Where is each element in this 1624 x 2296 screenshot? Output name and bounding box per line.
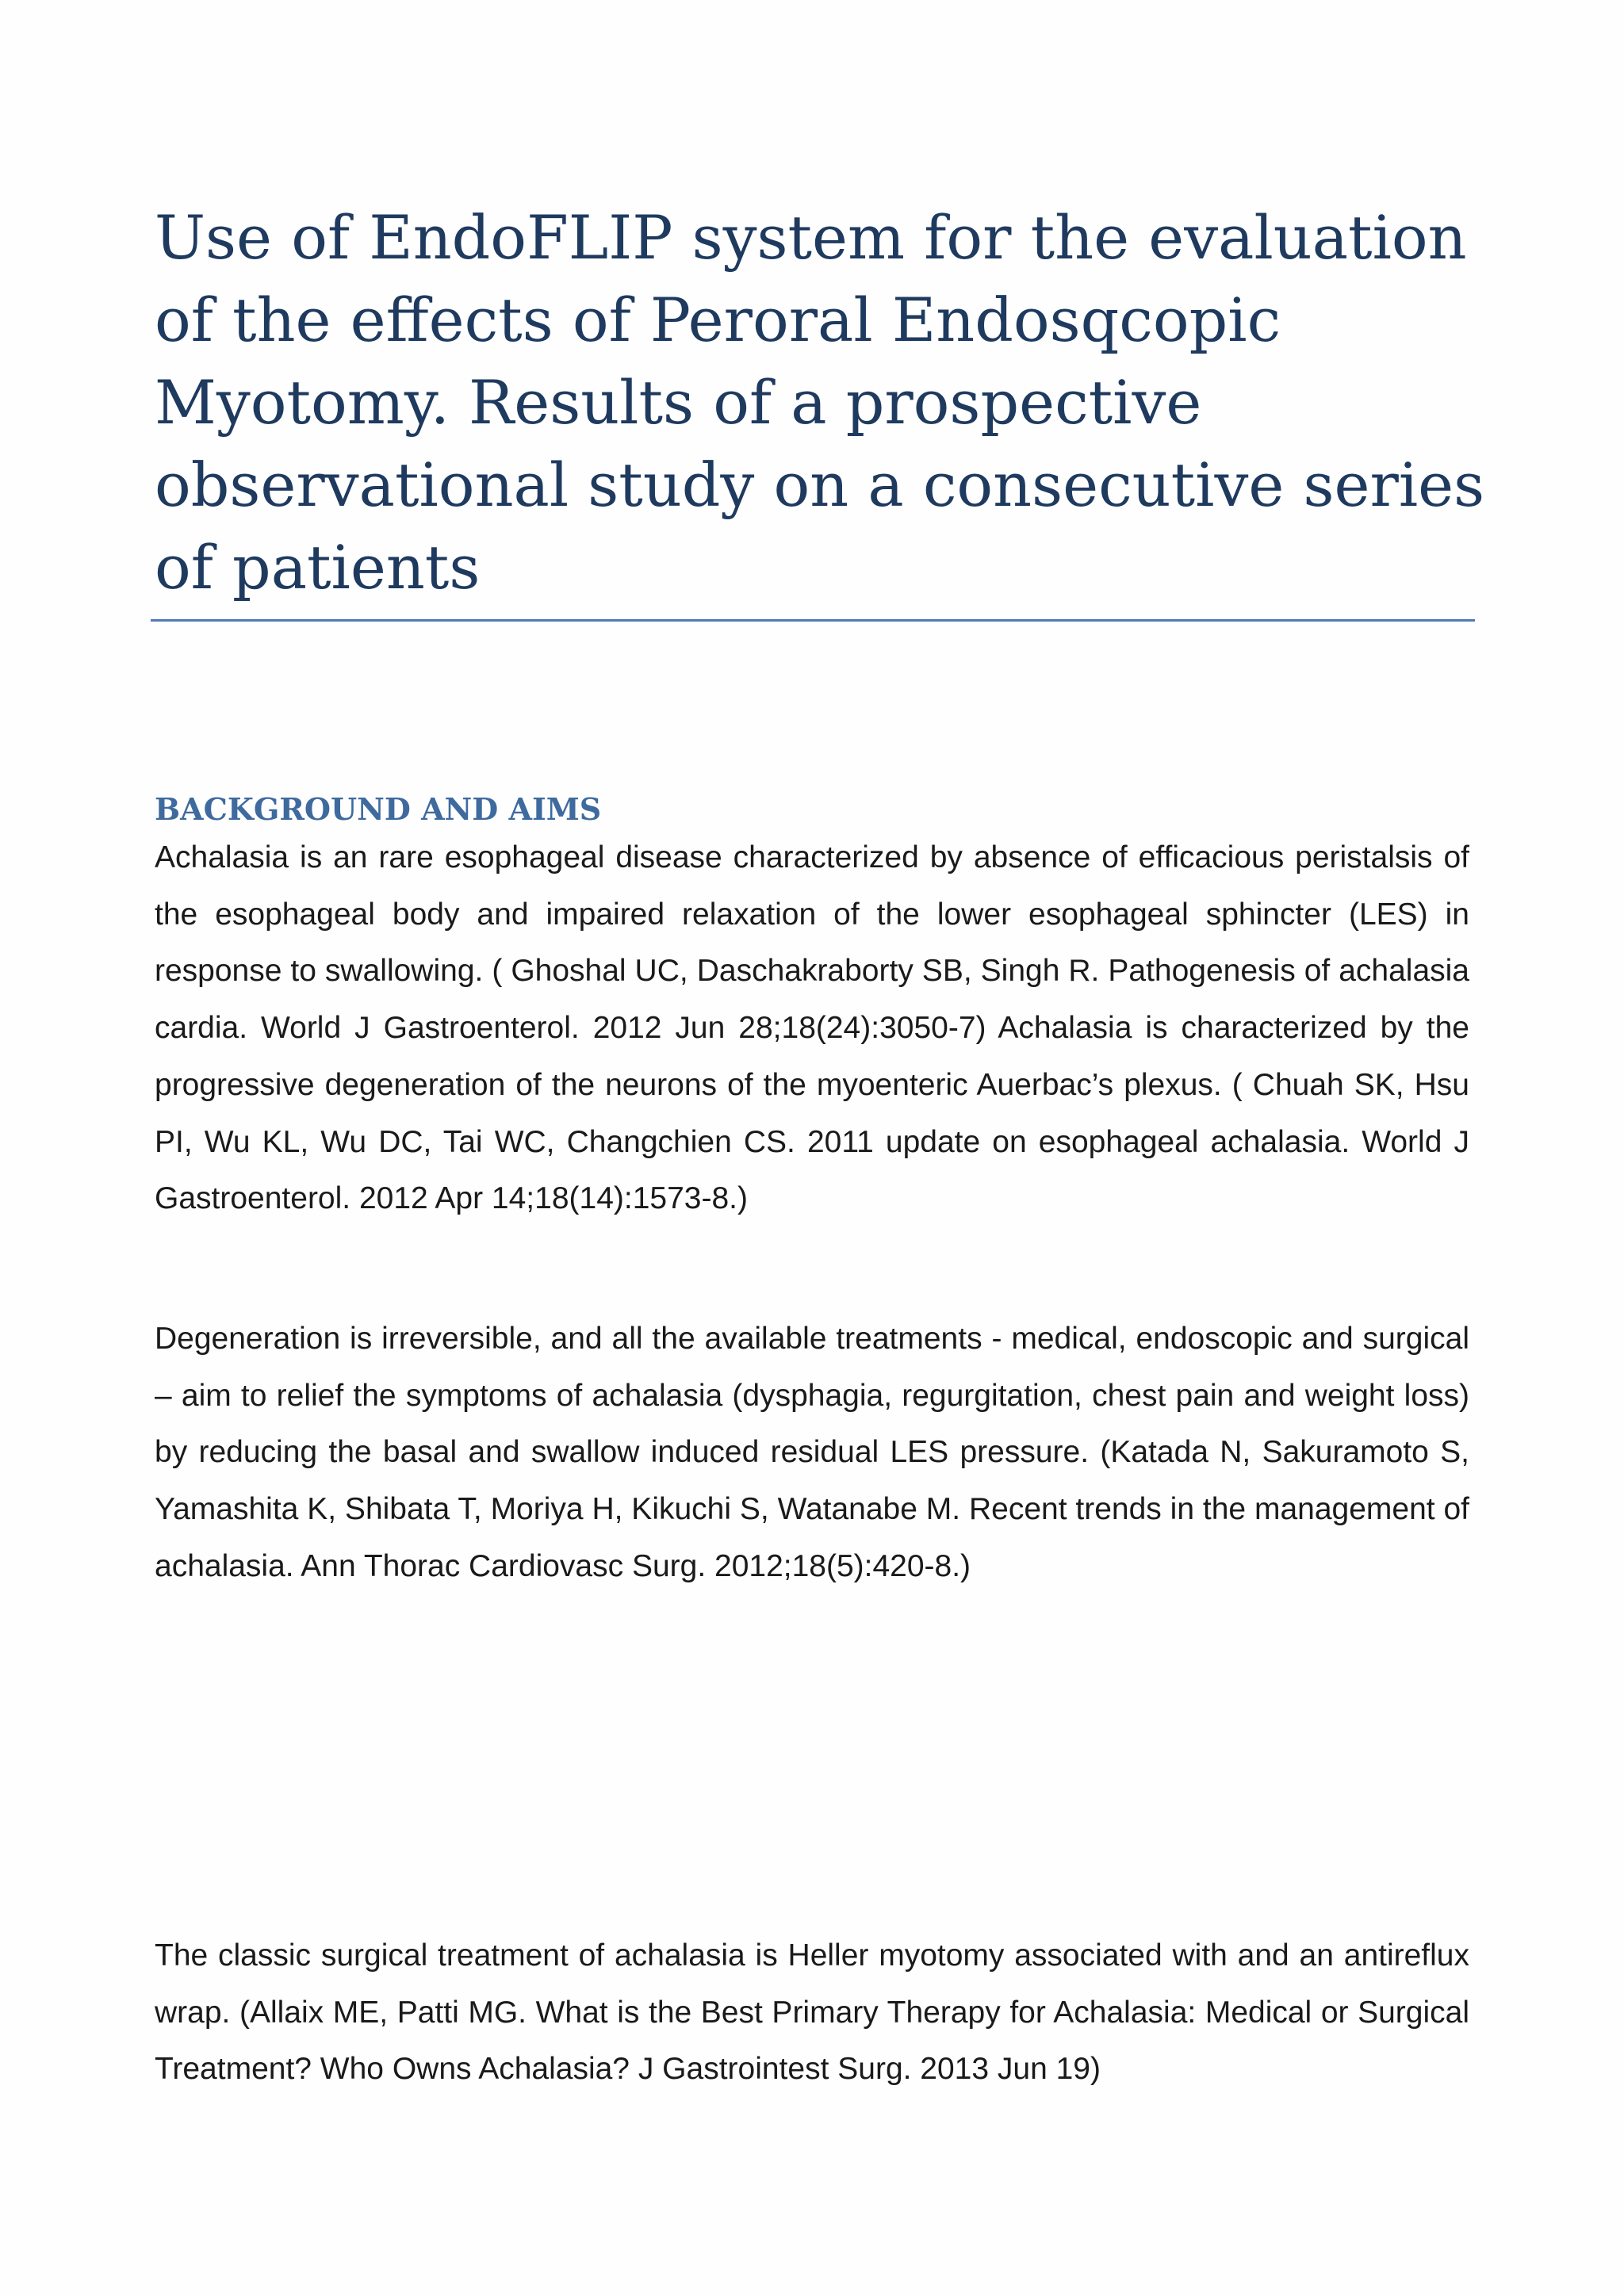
section-heading-background-and-aims: BACKGROUND AND AIMS [155,791,602,827]
paragraph-degeneration-treatments: Degeneration is irreversible, and all the available treatments - medical, endoscopic and surgical – aim to relief the symptoms of achalasia (dysphagia, regurgitation, chest pain and weight loss) by reducing the basal and swallow induced residual LES pressure. (Katada N, Sakuramoto S, Yamashita K, Shibata T, Moriya H, Kikuchi S, Watanabe M. Recent trends in the management of achalasia. Ann Thorac Cardiovasc Surg. 2012;18(5):420-8.) [155,1322,1469,1583]
paragraph-heller-myotomy: The classic surgical treatment of achalasia is Heller myotomy associated with and an antireflux wrap. (Allaix ME, Patti MG. What is the Best Primary Therapy for Achalasia: Medical or Surgical Treatment? Who Owns Achalasia? J Gastrointest Surg. 2013 Jun 19) [155,1938,1469,2087]
document-title: Use of EndoFLIP system for the evaluation of the effects of Peroral Endosqcopic Myotomy. Results of a prospective observational study on a consecutive series of patients [155,202,1485,603]
paragraph-achalasia-definition: Achalasia is an rare esophageal disease characterized by absence of efficacious peristalsis of the esophageal body and impaired relaxation of the lower esophageal sphincter (LES) in response to swallowing. ( Ghoshal UC, Daschakraborty SB, Singh R. Pathogenesis of achalasia cardia. World J Gastroenterol. 2012 Jun 28;18(24):3050-7) Achalasia is characterized by the progressive degeneration of the neurons of the myoenteric Auerbac’s plexus. ( Chuah SK, Hsu PI, Wu KL, Wu DC, Tai WC, Changchien CS. 2011 update on esophageal achalasia. World J Gastroenterol. 2012 Apr 14;18(14):1573-8.) [155,840,1469,1216]
title-underline-divider [151,619,1475,622]
